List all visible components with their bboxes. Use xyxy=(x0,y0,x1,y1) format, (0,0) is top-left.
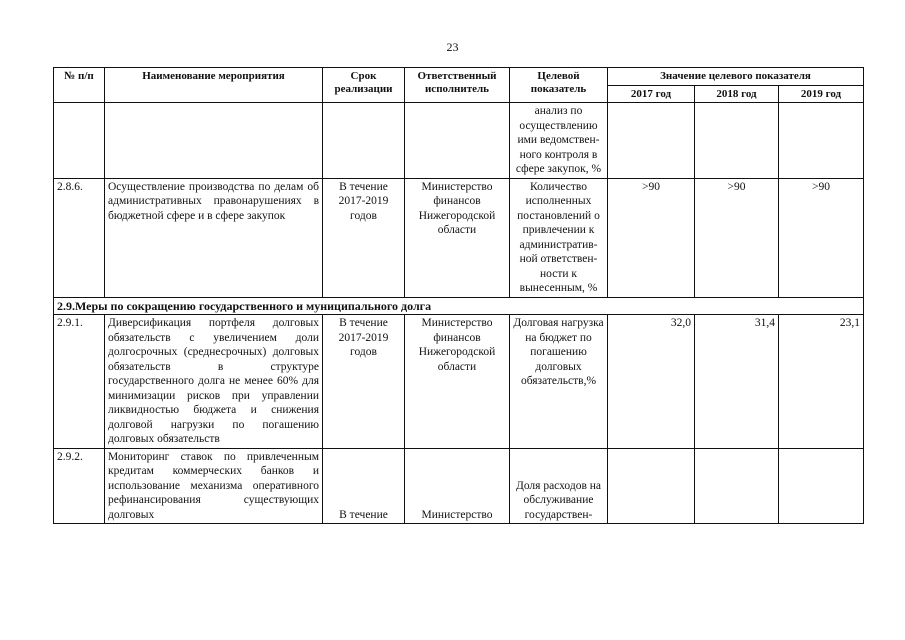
cell-name: Диверсификация портфеля долговых обязательств с увеличением доли долгосрочных (среднесрочных) долговых обязательств в структуре государственного долга не менее 60% для минимизации рисков при управлении ликвидностью бюджета и снижения долговой нагрузки по погашению долговых обязательств xyxy=(105,315,323,449)
table-row xyxy=(54,448,864,524)
cell-target: анализ по осуществлению ими ведомствен-ного контроля в сфере закупок, % xyxy=(510,103,608,179)
cell-2019 xyxy=(779,103,864,179)
cell-responsible: Министерство финансов Нижегородской области xyxy=(405,178,510,297)
section-row xyxy=(54,297,864,315)
header-term: Срок реализации xyxy=(323,68,405,103)
cell-2017: 32,0 xyxy=(608,315,695,449)
cell-2019: 23,1 xyxy=(779,315,864,449)
table-row xyxy=(54,103,864,179)
measures-table xyxy=(53,67,864,524)
cell-target: Доля расходов на обслуживание государствен- xyxy=(510,448,608,524)
cell-2019: >90 xyxy=(779,178,864,297)
cell-2018: >90 xyxy=(695,178,779,297)
cell-responsible: Министерство xyxy=(405,448,510,524)
cell-num: 2.9.1. xyxy=(54,315,105,449)
cell-target: Количество исполненных постановлений о привлечении к административ-ной ответствен-ности к вынесенным, % xyxy=(510,178,608,297)
cell-num xyxy=(54,103,105,179)
header-num: № п/п xyxy=(54,68,105,103)
header-2019: 2019 год xyxy=(779,85,864,103)
section-heading: 2.9.Меры по сокращению государственного и муниципального долга xyxy=(54,297,864,315)
table-row xyxy=(54,315,864,449)
cell-num: 2.9.2. xyxy=(54,448,105,524)
header-target: Целевой показатель xyxy=(510,68,608,103)
cell-name: Мониторинг ставок по привлеченным кредитам коммерческих банков и использование механизма оперативного рефинансирования существующих долговых xyxy=(105,448,323,524)
table-row xyxy=(54,178,864,297)
cell-name: Осуществление производства по делам об административных правонарушениях в бюджетной сфере и в сфере закупок xyxy=(105,178,323,297)
cell-2018 xyxy=(695,448,779,524)
cell-2019 xyxy=(779,448,864,524)
cell-responsible: Министерство финансов Нижегородской области xyxy=(405,315,510,449)
header-responsible: Ответственный исполнитель xyxy=(405,68,510,103)
header-2018: 2018 год xyxy=(695,85,779,103)
cell-2018 xyxy=(695,103,779,179)
header-2017: 2017 год xyxy=(608,85,695,103)
cell-term xyxy=(323,103,405,179)
header-row xyxy=(54,68,864,86)
cell-2017 xyxy=(608,448,695,524)
cell-target: Долговая нагрузка на бюджет по погашению долговых обязательств,% xyxy=(510,315,608,449)
cell-responsible xyxy=(405,103,510,179)
cell-term: В течение xyxy=(323,448,405,524)
cell-term: В течение 2017-2019 годов xyxy=(323,315,405,449)
page-number: 23 xyxy=(446,40,459,54)
cell-2017 xyxy=(608,103,695,179)
cell-term: В течение 2017-2019 годов xyxy=(323,178,405,297)
cell-2018: 31,4 xyxy=(695,315,779,449)
cell-name xyxy=(105,103,323,179)
header-values-group: Значение целевого показателя xyxy=(608,68,864,86)
cell-2017: >90 xyxy=(608,178,695,297)
cell-num: 2.8.6. xyxy=(54,178,105,297)
header-name: Наименование мероприятия xyxy=(105,68,323,103)
